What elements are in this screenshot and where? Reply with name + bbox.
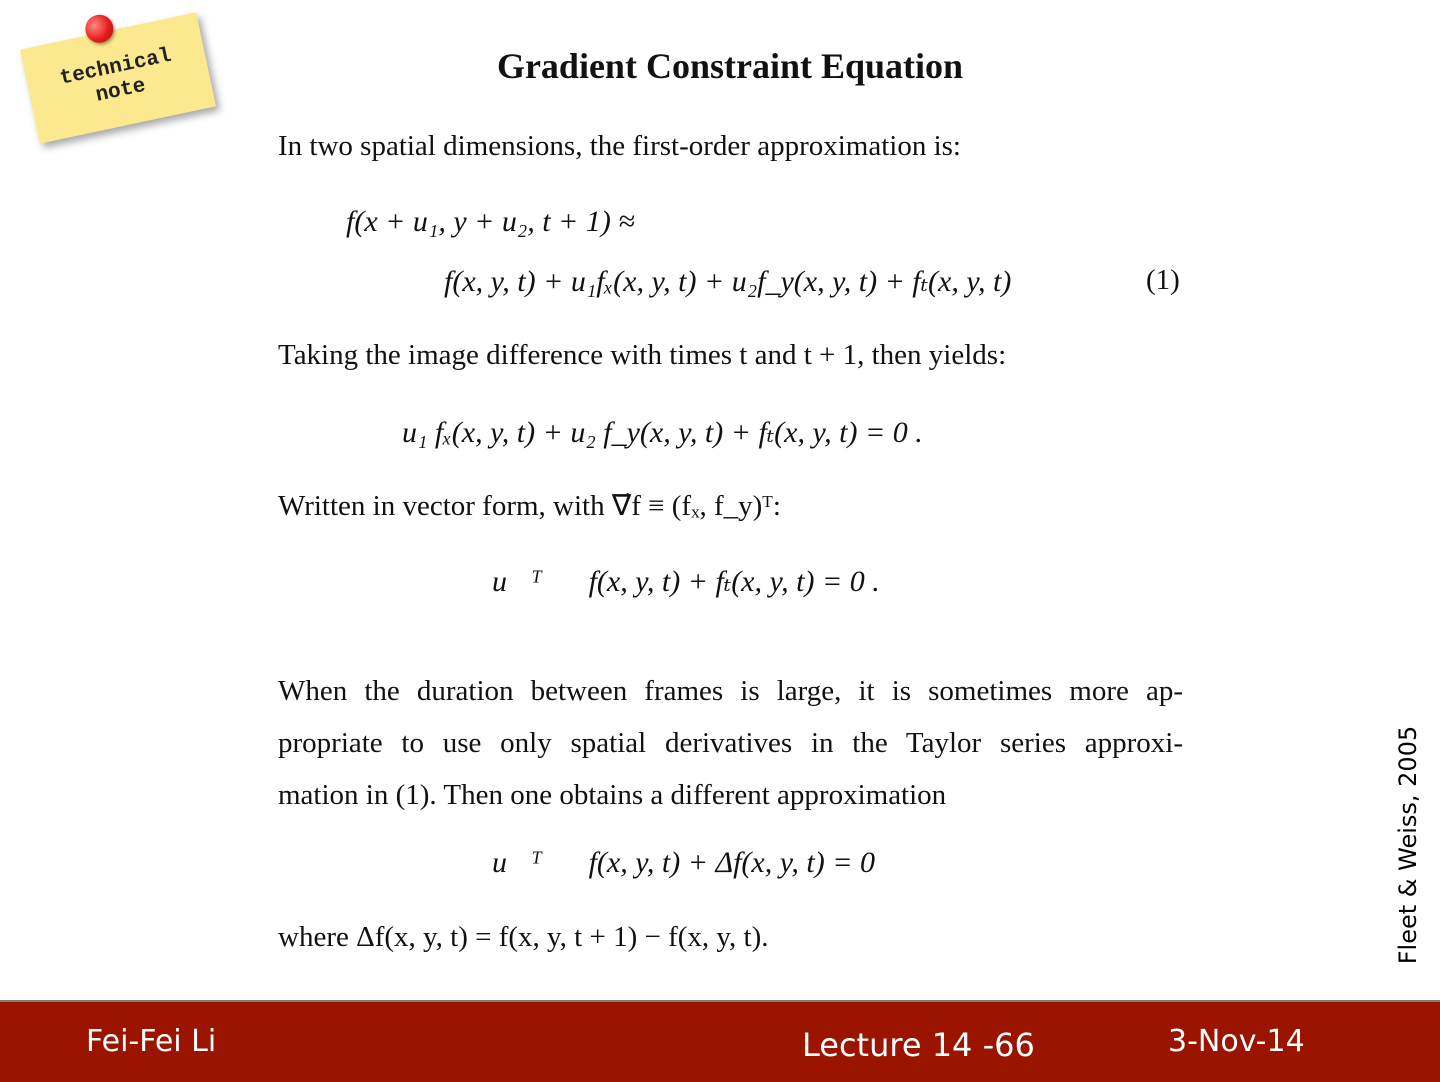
- sticky-note-text: technical note: [57, 44, 174, 108]
- intro-text: In two spatial dimensions, the first-order approximation is:: [278, 130, 961, 162]
- equation-1-line-2: f(x, y, t) + u₁fₓ(x, y, t) + u₂f_y(x, y, t) + fₜ(x, y, t): [444, 265, 1012, 298]
- footer-date: 3-Nov-14: [1168, 1024, 1305, 1059]
- body-paragraph: [278, 665, 1183, 821]
- equation-4: u⃗ᵀ∇⃗f(x, y, t) + Δf(x, y, t) = 0: [492, 846, 875, 879]
- body-line-2: propriate to use only spatial derivatives in the Taylor series approxi-: [278, 727, 1183, 759]
- footer-author: Fei-Fei Li: [86, 1024, 217, 1059]
- citation-credit: Fleet & Weiss, 2005: [1394, 725, 1422, 965]
- footer-lecture-number: Lecture 14 -66: [802, 1026, 1035, 1064]
- body-line-1: When the duration between frames is large, it is sometimes more ap-: [278, 675, 1183, 707]
- where-text: where Δf(x, y, t) = f(x, y, t + 1) − f(x, y, t).: [278, 921, 769, 953]
- slide-footer: [0, 1000, 1440, 1082]
- image-difference-text: Taking the image difference with times t and t + 1, then yields:: [278, 339, 1007, 371]
- equation-2: u₁ fₓ(x, y, t) + u₂ f_y(x, y, t) + fₜ(x, y, t) = 0 .: [402, 416, 923, 449]
- vector-form-text: Written in vector form, with ∇⃗f ≡ (fₓ, f_y)ᵀ:: [278, 490, 781, 522]
- slide-title: Gradient Constraint Equation: [496, 46, 964, 86]
- pushpin-icon: [83, 12, 116, 45]
- equation-number: (1): [1146, 264, 1180, 296]
- technical-note-sticky: [20, 12, 216, 143]
- body-line-3: mation in (1). Then one obtains a different approximation: [278, 779, 947, 811]
- equation-3: u⃗ᵀ∇⃗f(x, y, t) + fₜ(x, y, t) = 0 .: [492, 565, 880, 598]
- equation-1-line-1: f(x + u₁, y + u₂, t + 1) ≈: [346, 205, 635, 238]
